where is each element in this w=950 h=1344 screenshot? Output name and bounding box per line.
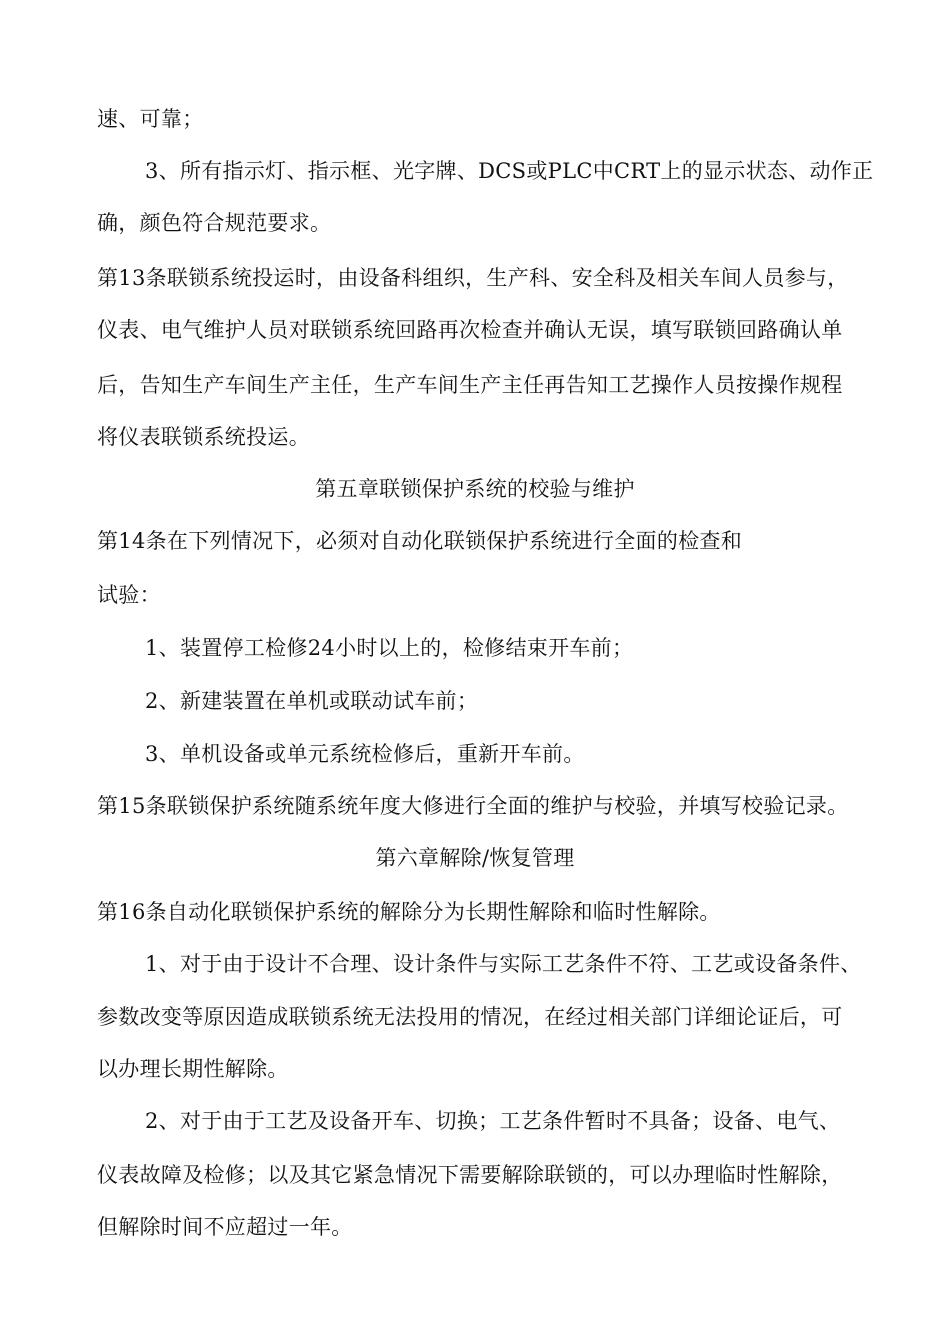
chapter-heading: 第五章联锁保护系统的校验与维护 bbox=[315, 477, 635, 501]
chapter-heading: 第六章解除/恢复管理 bbox=[375, 846, 575, 870]
text-line: 3、单机设备或单元系统检修后，重新开车前。 bbox=[145, 742, 585, 766]
text-line: 仪表故障及检修；以及其它紧急情况下需要解除联锁的，可以办理临时性解除， bbox=[97, 1163, 843, 1187]
text-line: 2、对于由于工艺及设备开车、切换；工艺条件暂时不具备；设备、电气、 bbox=[145, 1109, 841, 1133]
text-line: 第16条自动化联锁保护系统的解除分为长期性解除和临时性解除。 bbox=[97, 900, 721, 924]
text-line: 仪表、电气维护人员对联锁系统回路再次检查并确认无误，填写联锁回路确认单 bbox=[97, 318, 843, 342]
text-line: 第15条联锁保护系统随系统年度大修进行全面的维护与校验，并填写校验记录。 bbox=[97, 794, 849, 818]
text-line: 速、可靠； bbox=[97, 107, 204, 131]
text-line: 试验： bbox=[97, 583, 161, 607]
text-line: 1、对于由于设计不合理、设计条件与实际工艺条件不符、工艺或设备条件、 bbox=[145, 952, 862, 976]
text-line: 后，告知生产车间生产主任，生产车间生产主任再告知工艺操作人员按操作规程 bbox=[97, 373, 843, 397]
text-line: 第13条联锁系统投运时，由设备科组织，生产科、安全科及相关车间人员参与， bbox=[97, 266, 849, 290]
text-line: 3、所有指示灯、指示框、光字牌、DCS或PLC中CRT上的显示状态、动作正 bbox=[145, 159, 874, 183]
text-line: 参数改变等原因造成联锁系统无法投用的情况，在经过相关部门详细论证后，可 bbox=[97, 1005, 843, 1029]
text-line: 2、新建装置在单机或联动试车前； bbox=[145, 689, 479, 713]
text-line: 以办理长期性解除。 bbox=[97, 1057, 289, 1081]
text-line: 将仪表联锁系统投运。 bbox=[97, 425, 310, 449]
text-line: 1、装置停工检修24小时以上的，检修结束开车前； bbox=[145, 636, 634, 660]
text-line: 确，颜色符合规范要求。 bbox=[97, 211, 332, 235]
text-line: 第14条在下列情况下，必须对自动化联锁保护系统进行全面的检查和 bbox=[97, 529, 743, 553]
text-line: 但解除时间不应超过一年。 bbox=[97, 1215, 353, 1239]
